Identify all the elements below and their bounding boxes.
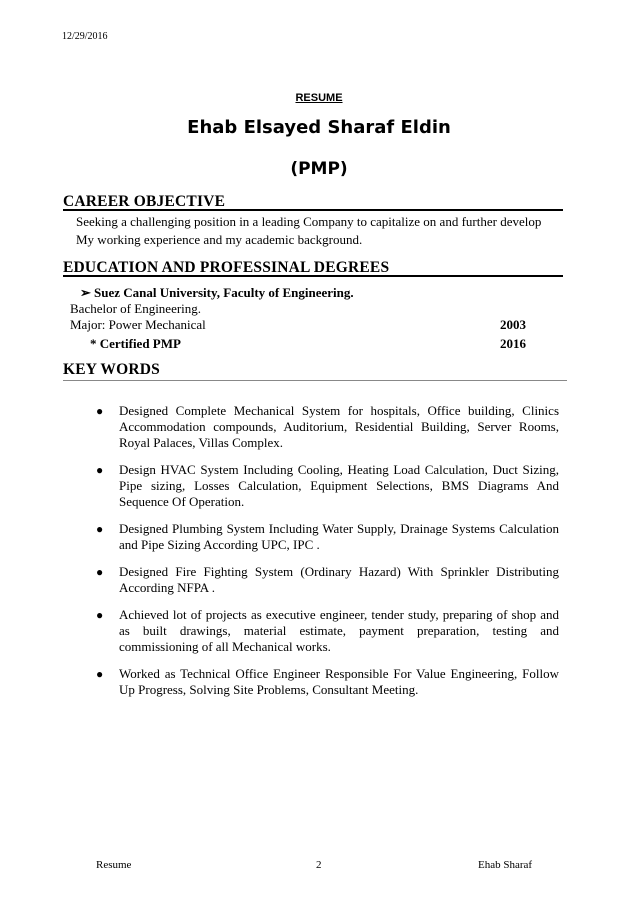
arrow-bullet-icon: ➢ xyxy=(80,285,91,300)
bullet-icon: ● xyxy=(96,565,104,579)
footer-left: Resume xyxy=(96,859,132,871)
university-name: Suez Canal University, Faculty of Engineering. xyxy=(94,285,354,300)
key-words-rule xyxy=(63,380,567,381)
page-number: 2 xyxy=(316,859,322,871)
list-item xyxy=(92,521,559,553)
list-item xyxy=(92,666,559,698)
bullet-icon: ● xyxy=(96,608,104,622)
candidate-credential: (PMP) xyxy=(290,159,348,179)
document-label: RESUME xyxy=(295,92,343,104)
bullet-icon: ● xyxy=(96,404,104,418)
bullet-icon: ● xyxy=(96,522,104,536)
list-item-text: Designed Complete Mechanical System for hospitals, Office building, Clinics Accommodation compounds, Auditorium, Residential Building, Server Rooms, Royal Palaces, Villas Complex. xyxy=(119,403,559,450)
career-objective-line-1: Seeking a challenging position in a leading Company to capitalize on and further develop xyxy=(76,214,542,229)
career-objective-line-2: My working experience and my academic background. xyxy=(76,232,363,247)
list-item-text: Designed Plumbing System Including Water Supply, Drainage Systems Calculation and Pipe Sizing According UPC, IPC . xyxy=(119,521,559,552)
list-item-text: Achieved lot of projects as executive engineer, tender study, preparing of shop and as built drawings, material estimate, payment preparation, testing and commissioning of all Mechanical works. xyxy=(119,607,559,654)
key-words-list xyxy=(92,403,559,709)
certification-year: 2016 xyxy=(500,336,526,351)
university-line xyxy=(80,285,354,301)
list-item xyxy=(92,564,559,596)
print-date: 12/29/2016 xyxy=(62,31,108,42)
list-item-text: Design HVAC System Including Cooling, Heating Load Calculation, Duct Sizing, Pipe sizing, Losses Calculation, Equipment Selections, BMS Diagrams And Sequence Of Operation. xyxy=(119,462,559,509)
footer-right: Ehab Sharaf xyxy=(478,859,533,871)
major-line: Major: Power Mechanical xyxy=(70,317,206,332)
bullet-icon: ● xyxy=(96,667,104,681)
bullet-icon: ● xyxy=(96,463,104,477)
career-objective-heading: CAREER OBJECTIVE xyxy=(63,193,226,210)
key-words-heading: KEY WORDS xyxy=(63,361,160,378)
certification-line: * Certified PMP xyxy=(90,336,181,351)
candidate-name: Ehab Elsayed Sharaf Eldin xyxy=(187,117,451,138)
list-item xyxy=(92,607,559,655)
list-item-text: Designed Fire Fighting System (Ordinary Hazard) With Sprinkler Distributing According NFPA . xyxy=(119,564,559,595)
list-item xyxy=(92,462,559,510)
list-item-text: Worked as Technical Office Engineer Responsible For Value Engineering, Follow Up Progress, Solving Site Problems, Consultant Meeting. xyxy=(119,666,559,697)
education-heading: EDUCATION AND PROFESSINAL DEGREES xyxy=(63,259,390,276)
degree-line: Bachelor of Engineering. xyxy=(70,301,202,316)
major-year: 2003 xyxy=(500,317,526,332)
list-item xyxy=(92,403,559,451)
education-rule xyxy=(63,275,563,277)
career-objective-rule xyxy=(63,209,563,211)
